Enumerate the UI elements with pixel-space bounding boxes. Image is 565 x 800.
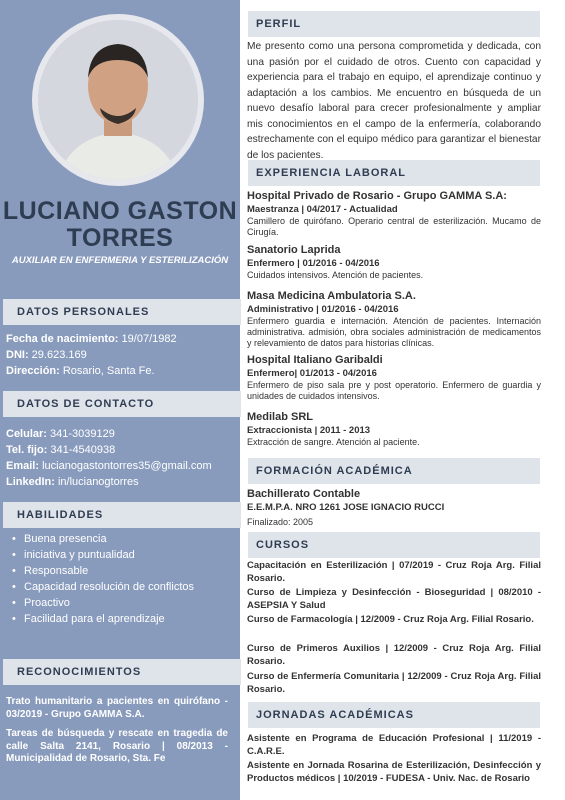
course-item: Capacitación en Esterilización | 07/2019 - Cruz Roja Arg. Filial Rosario. [247,560,541,584]
skill-item: • Facilidad para el aprendizaje [24,611,249,627]
address-label: Dirección: [6,365,60,377]
address-value: Rosario, Santa Fe. [62,365,155,377]
education-status: Finalizado: 2005 [247,517,314,527]
job-description: Cuidados intensivos. Atención de pacientes. [247,270,424,280]
job-position: Enfermero| 01/2013 - 04/2016 [247,368,377,379]
academic-day-item: Asistente en Jornada Rosarina de Esterilización, Desinfección y Productos médicos | 10/2019 - FUDESA - Univ. Nac. de Rosario [247,760,541,784]
job-position: Enfermero | 01/2016 - 04/2016 [247,258,380,269]
job-position: Maestranza | 04/2017 - Actualidad [247,204,398,215]
profile-text: Me presento como una persona comprometida y dedicada, con una pasión por el cuidado de otros. Cuento con capacidad y experiencia para el trabajo en equipo, el aprendizaje continuo y adaptación a los cambios. Me encuentro en búsqueda de un nuevo desafío laboral para crecer profesionalmente y ampliar mis conocimientos en el campo de la enfermería, colaborando estrechamente con el equipo médico para garantizar el bienestar de los pacientes. [247,41,541,161]
job-description: Enfermero de piso sala pre y post operatorio. Enfermero de guardia y unidades de cuidados intensivos. [247,380,541,401]
job-title: Sanatorio Laprida [247,244,341,256]
recognitions-heading: RECONOCIMIENTOS [3,659,241,685]
job-description: Extracción de sangre. Atención al paciente. [247,437,420,447]
cell-value: 341-3039129 [50,428,115,440]
course-item: Curso de Enfermería Comunitaria | 12/2009 - Cruz Roja Arg. Filial Rosario. [247,671,541,695]
job-title: Masa Medicina Ambulatoria S.A. [247,290,416,302]
linkedin-label: LinkedIn: [6,476,55,488]
email-value: lucianogastontorres35@gmail.com [42,460,212,472]
skill-item: • iniciativa y puntualidad [24,547,249,563]
job-description: Camillero de quirófano. Operario central de esterilización. Mucamo de Cirugía. [247,216,541,237]
education-school: E.E.M.P.A. NRO 1261 JOSE IGNACIO RUCCI [247,502,445,513]
education-entry [247,487,541,528]
academic-day-item: Asistente en Programa de Educación Profesional | 11/2019 - C.A.R.E. [247,733,541,757]
name-line-1: LUCIANO GASTON [2,197,238,225]
job-title: Medilab SRL [247,411,314,423]
name-line-2: TORRES [66,224,174,252]
job-entry [247,243,541,281]
job-description: Enfermero guardia e internación. Atención de pacientes. Internación administrativa. admisión, obra sociales administración de medicamentos y relevamiento de datos para historias clínicas. [247,316,541,348]
profile-photo [38,20,198,180]
academic-days-heading: JORNADAS ACADÉMICAS [248,702,540,728]
experience-heading: EXPERIENCIA LABORAL [248,160,540,186]
role-title: AUXILIAR EN ENFERMERIA Y ESTERILIZACIÓN [11,255,229,266]
contact-data [6,426,234,490]
job-position: Administrativo | 01/2016 - 04/2016 [247,304,399,315]
job-title: Hospital Privado de Rosario - Grupo GAMMA S.A: [247,190,507,202]
phone-label: Tel. fijo: [6,444,48,456]
recognition-item: Tareas de búsqueda y rescate en tragedia de calle Salta 2141, Rosario | 08/2013 - Municipalidad de Rosario, Sta. Fe [6,728,228,764]
phone-value: 341-4540938 [50,444,116,456]
job-entry [247,353,541,402]
birth-label: Fecha de nacimiento: [6,333,119,345]
recognition-item: Trato humanitario a pacientes en quirófano - 03/2019 - Grupo GAMMA S.A. [6,696,228,720]
skill-item: • Responsable [24,563,249,579]
skill-item: • Proactivo [24,595,249,611]
job-entry [247,189,541,238]
personal-data [6,331,234,379]
course-item: Curso de Limpieza y Desinfección - Bioseguridad | 08/2010 - ASEPSIA Y Salud [247,587,541,611]
profile-heading: PERFIL [248,11,540,37]
birth-value: 19/07/1982 [121,333,177,345]
education-heading: FORMACIÓN ACADÉMICA [248,458,540,484]
job-position: Extraccionista | 2011 - 2013 [247,425,371,436]
job-entry [247,289,541,349]
education-title: Bachillerato Contable [247,488,361,500]
contact-heading: DATOS DE CONTACTO [3,391,241,417]
skills-list [10,531,249,627]
cell-label: Celular: [6,428,47,440]
email-label: Email: [6,460,40,472]
skill-item: • Capacidad resolución de conflictos [24,579,249,595]
job-entry [247,410,541,448]
course-item: Curso de Farmacología | 12/2009 - Cruz Roja Arg. Filial Rosario. [247,614,534,625]
skills-heading: HABILIDADES [3,502,241,528]
course-item: Curso de Primeros Auxilios | 12/2009 - Cruz Roja Arg. Filial Rosario. [247,643,541,667]
dni-value: 29.623.169 [31,349,87,361]
job-title: Hospital Italiano Garibaldi [247,354,383,366]
skill-item: • Buena presencia [24,531,249,547]
personal-data-heading: DATOS PERSONALES [3,299,241,325]
linkedin-value: in/lucianogtorres [57,476,139,488]
dni-label: DNI: [6,349,29,361]
courses-heading: CURSOS [248,532,540,558]
